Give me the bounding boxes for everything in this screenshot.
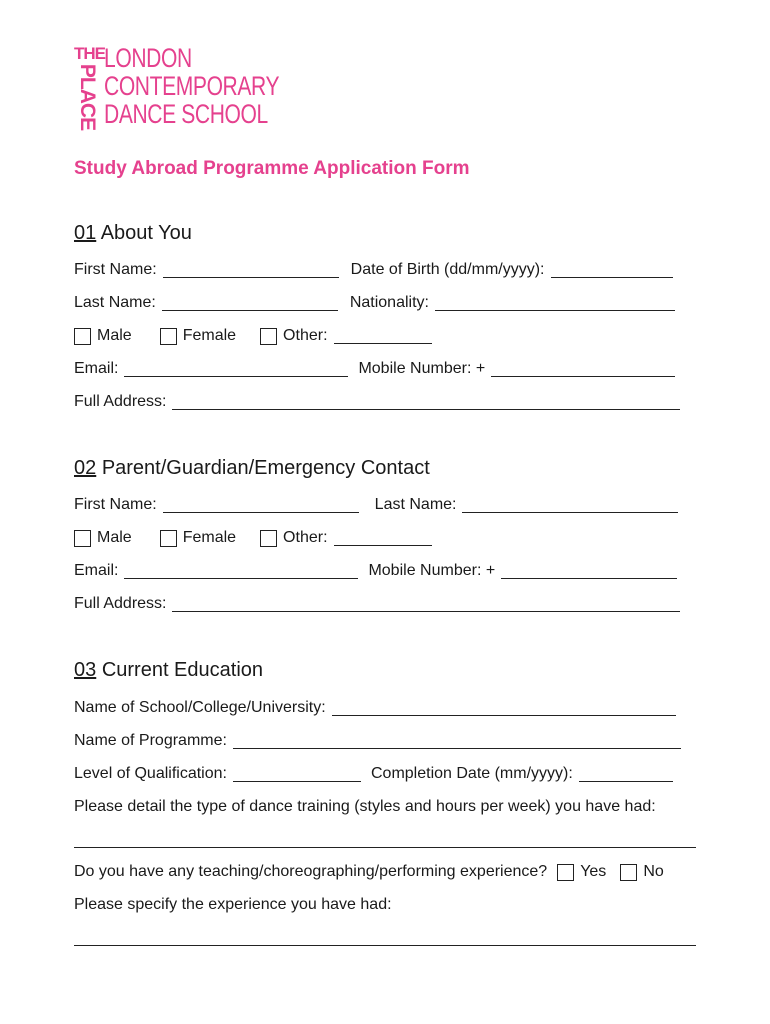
contact-female-label: Female xyxy=(182,529,237,546)
school-field[interactable] xyxy=(332,701,676,716)
nationality-label: Nationality: xyxy=(349,294,429,311)
contact-last-name-label: Last Name: xyxy=(374,496,457,513)
logo-the: THE xyxy=(74,44,105,63)
nationality-field[interactable] xyxy=(435,296,675,311)
logo-line-2: CONTEMPORARY xyxy=(104,71,280,101)
programme-field[interactable] xyxy=(233,734,681,749)
section-education-heading xyxy=(74,659,263,682)
section-about-you-heading xyxy=(74,222,192,245)
row-gender xyxy=(74,324,696,348)
logo-line-1: LONDON xyxy=(104,43,192,73)
contact-first-name-label: First Name: xyxy=(74,496,157,513)
training-answer-field[interactable] xyxy=(74,847,696,848)
contact-male-checkbox[interactable] xyxy=(74,530,91,547)
contact-other-checkbox[interactable] xyxy=(260,530,277,547)
address-field[interactable] xyxy=(172,395,680,410)
logo-place: PLACE xyxy=(76,63,99,131)
contact-other-field[interactable] xyxy=(334,531,432,546)
female-checkbox[interactable] xyxy=(160,328,177,345)
row-training-question xyxy=(74,795,696,819)
contact-male-label: Male xyxy=(97,529,132,546)
level-field[interactable] xyxy=(233,767,361,782)
mobile-field[interactable] xyxy=(491,362,675,377)
other-label: Other: xyxy=(283,327,328,344)
other-checkbox[interactable] xyxy=(260,328,277,345)
row-first-name-dob xyxy=(74,258,696,282)
contact-female-checkbox[interactable] xyxy=(160,530,177,547)
row-contact-email-mobile xyxy=(74,559,696,583)
experience-label: Do you have any teaching/choreographing/performing experience? xyxy=(74,863,548,880)
other-field[interactable] xyxy=(334,329,432,344)
contact-email-field[interactable] xyxy=(124,564,358,579)
row-contact-names xyxy=(74,493,696,517)
contact-address-label: Full Address: xyxy=(74,595,167,612)
row-address xyxy=(74,390,696,414)
contact-mobile-label: Mobile Number: + xyxy=(368,562,496,579)
school-logo xyxy=(74,43,329,131)
mobile-label: Mobile Number: + xyxy=(358,360,486,377)
row-programme xyxy=(74,729,696,753)
last-name-field[interactable] xyxy=(162,296,338,311)
section-number: 03 xyxy=(74,659,97,681)
row-specify-experience xyxy=(74,893,696,917)
male-checkbox[interactable] xyxy=(74,328,91,345)
logo-wordmark xyxy=(104,44,329,128)
section-number: 01 xyxy=(74,222,97,244)
row-contact-gender xyxy=(74,526,696,550)
dob-label: Date of Birth (dd/mm/yyyy): xyxy=(350,261,545,278)
completion-label: Completion Date (mm/yyyy): xyxy=(370,765,573,782)
contact-email-label: Email: xyxy=(74,562,119,579)
address-label: Full Address: xyxy=(74,393,167,410)
section-title: Parent/Guardian/Emergency Contact xyxy=(101,457,430,479)
row-school xyxy=(74,696,696,720)
row-level-completion xyxy=(74,762,696,786)
form-title: Study Abroad Programme Application Form xyxy=(74,158,470,179)
yes-checkbox[interactable] xyxy=(557,864,574,881)
first-name-field[interactable] xyxy=(163,263,339,278)
section-contact-heading xyxy=(74,457,430,480)
contact-last-name-field[interactable] xyxy=(462,498,678,513)
logo-mark xyxy=(74,44,105,131)
no-checkbox[interactable] xyxy=(620,864,637,881)
email-field[interactable] xyxy=(124,362,348,377)
last-name-label: Last Name: xyxy=(74,294,156,311)
male-label: Male xyxy=(97,327,132,344)
dob-field[interactable] xyxy=(551,263,673,278)
section-title: Current Education xyxy=(101,659,264,681)
yes-label: Yes xyxy=(580,863,607,880)
first-name-label: First Name: xyxy=(74,261,157,278)
row-last-name-nationality xyxy=(74,291,696,315)
row-email-mobile xyxy=(74,357,696,381)
logo-line-3: DANCE SCHOOL xyxy=(104,99,268,129)
email-label: Email: xyxy=(74,360,119,377)
programme-label: Name of Programme: xyxy=(74,732,227,749)
row-experience-question xyxy=(74,860,696,884)
experience-answer-field[interactable] xyxy=(74,945,696,946)
contact-address-field[interactable] xyxy=(172,597,680,612)
no-label: No xyxy=(643,863,664,880)
female-label: Female xyxy=(182,327,237,344)
level-label: Level of Qualification: xyxy=(74,765,227,782)
contact-mobile-field[interactable] xyxy=(501,564,677,579)
training-label: Please detail the type of dance training (styles and hours per week) you have had: xyxy=(74,798,656,815)
contact-other-label: Other: xyxy=(283,529,328,546)
specify-label: Please specify the experience you have had: xyxy=(74,896,392,913)
school-label: Name of School/College/University: xyxy=(74,699,326,716)
completion-field[interactable] xyxy=(579,767,673,782)
contact-first-name-field[interactable] xyxy=(163,498,359,513)
row-contact-address xyxy=(74,592,696,616)
section-title: About You xyxy=(100,222,192,244)
section-number: 02 xyxy=(74,457,97,479)
